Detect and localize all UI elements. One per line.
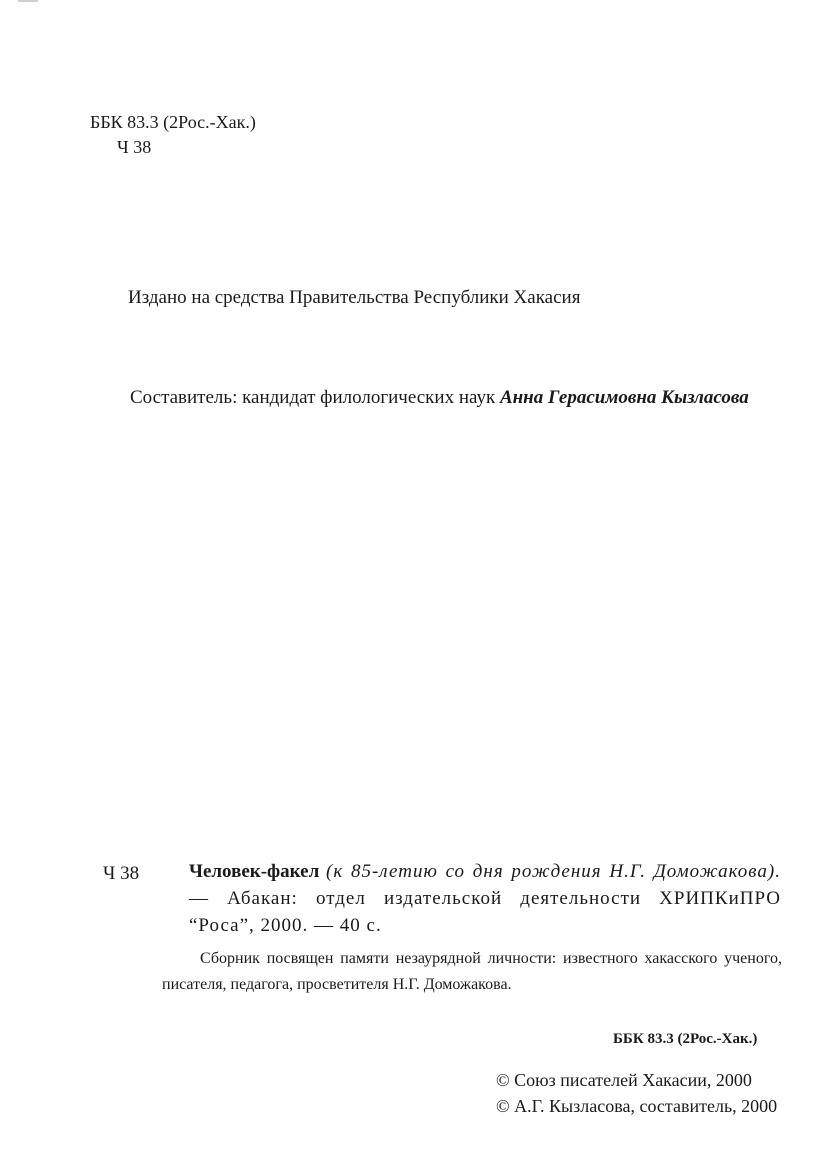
- book-subtitle: (к 85-летию со дня рождения Н.Г. Доможакова).: [326, 861, 781, 882]
- funding-note: Издано на средства Правительства Республики Хакасия: [128, 287, 581, 308]
- publication-info: — Абакан: отдел издательской деятельности ХРИПКиПРО “Роса”, 2000. — 40 с.: [189, 888, 781, 936]
- compiler-line: [90, 384, 770, 412]
- annotation: [162, 946, 782, 998]
- scan-mark: [18, 0, 38, 2]
- copyright-line: © А.Г. Кызласова, составитель, 2000: [496, 1096, 778, 1116]
- card-author-mark: Ч 38: [103, 863, 140, 884]
- book-title: Человек-факел: [189, 861, 320, 882]
- compiler-prefix: Составитель: кандидат филологических наук: [130, 387, 496, 408]
- annotation-text: Сборник посвящен памяти незаурядной личности: известного хакасского ученого, писателя, педагога, просветителя Н.Г. Доможакова.: [162, 950, 782, 993]
- card-bbk-code: ББК 83.3 (2Рос.-Хак.): [613, 1031, 758, 1047]
- catalog-card-entry: [189, 858, 781, 939]
- copyright-line: © Союз писателей Хакасии, 2000: [496, 1070, 752, 1090]
- bbk-code: ББК 83.3 (2Рос.-Хак.): [90, 112, 256, 132]
- author-mark: Ч 38: [117, 137, 152, 157]
- compiler-name: Анна Герасимовна Кызласова: [499, 387, 749, 408]
